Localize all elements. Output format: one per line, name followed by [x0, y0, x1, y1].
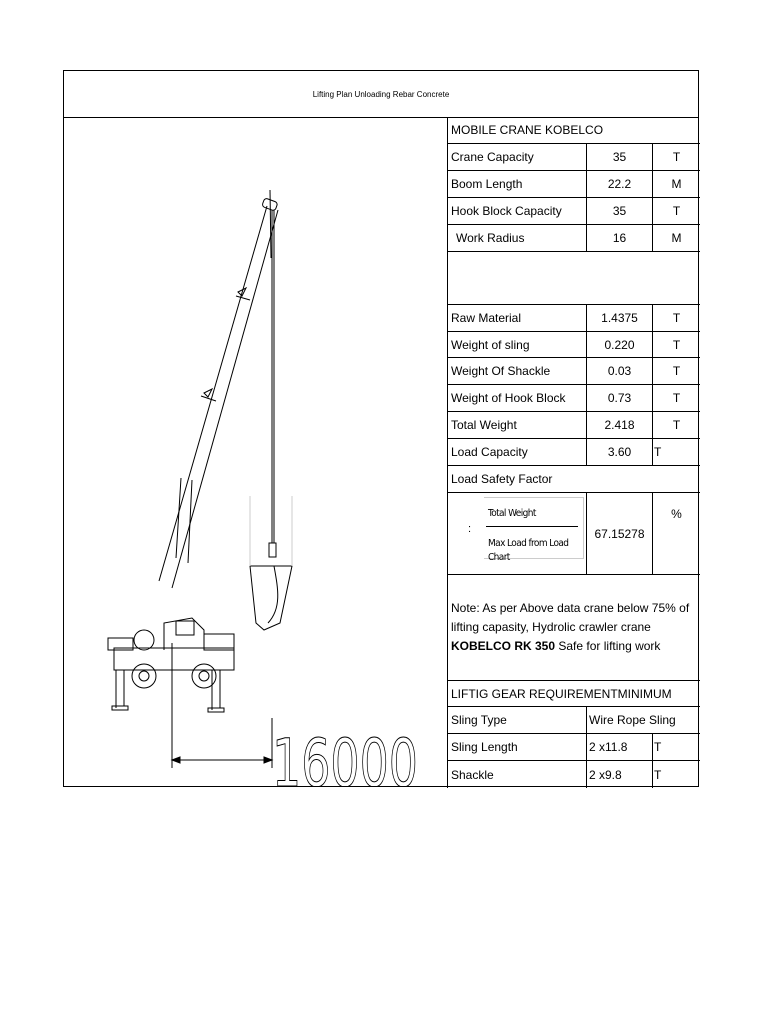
- load-row-unit: T: [652, 305, 700, 332]
- note-text-main: Note: As per Above data crane below 75% of lifting capasity, Hydrolic crawler crane: [451, 601, 690, 634]
- crane-row-unit: M: [652, 225, 700, 252]
- load-row-label: Raw Material: [447, 305, 586, 332]
- crane-row-value: 35: [586, 144, 652, 171]
- gear-row-label: Shackle: [447, 761, 586, 788]
- crane-row-unit: T: [652, 198, 700, 225]
- crane-row-value: 35: [586, 198, 652, 225]
- crane-header: MOBILE CRANE KOBELCO: [447, 117, 700, 144]
- dimension-label: 16000: [272, 725, 418, 787]
- note-cell: [447, 575, 700, 681]
- load-row-value: 3.60: [586, 439, 652, 466]
- load-row-unit: T: [652, 439, 700, 466]
- safety-formula-cell: [447, 493, 586, 575]
- note-text-end: Safe for lifting work: [558, 639, 661, 653]
- gear-row-value: 2 x11.8: [586, 734, 652, 761]
- gear-row-unit: T: [652, 734, 700, 761]
- load-row-label: Load Capacity: [447, 439, 586, 466]
- formula-denominator: Max Load from Load Chart: [488, 538, 569, 563]
- lifting-plan-sheet: [63, 70, 699, 787]
- crane-row-label: Boom Length: [447, 171, 586, 198]
- load-row-label: Weight of Hook Block: [447, 385, 586, 412]
- gear-row-label: Sling Type: [447, 707, 586, 734]
- load-row-label: Weight of sling: [447, 332, 586, 358]
- load-row-value: 0.73: [586, 385, 652, 412]
- formula-numerator: Total Weight: [488, 508, 536, 519]
- blank-row: [447, 252, 700, 305]
- load-row-label: Total Weight: [447, 412, 586, 439]
- gear-row-unit: T: [652, 761, 700, 788]
- crane-drawing: [64, 118, 448, 787]
- gear-row-value: Wire Rope Sling: [586, 707, 700, 734]
- gear-row-value: 2 x9.8: [586, 761, 652, 788]
- load-row-value: 0.03: [586, 358, 652, 385]
- load-row-value: 0.220: [586, 332, 652, 358]
- note-crane-model: KOBELCO RK 350: [451, 639, 556, 653]
- gear-row-label: Sling Length: [447, 734, 586, 761]
- crane-row-unit: M: [652, 171, 700, 198]
- note-text: [448, 575, 700, 656]
- gear-header: LIFTIG GEAR REQUIREMENTMINIMUM: [447, 681, 700, 707]
- safety-factor-value: 67.15278: [586, 493, 652, 575]
- load-row-label: Weight Of Shackle: [447, 358, 586, 385]
- safety-factor-unit: %: [652, 493, 700, 575]
- page-title: Lifting Plan Unloading Rebar Concrete: [64, 71, 698, 118]
- load-row-unit: T: [652, 358, 700, 385]
- lifting-data-table: [447, 117, 700, 788]
- load-row-unit: T: [652, 332, 700, 358]
- fraction-line: [486, 526, 578, 527]
- load-row-unit: T: [652, 412, 700, 439]
- load-row-value: 2.418: [586, 412, 652, 439]
- formula-sign: :: [468, 523, 472, 535]
- load-row-unit: T: [652, 385, 700, 412]
- load-row-value: 1.4375: [586, 305, 652, 332]
- crane-row-label: Crane Capacity: [447, 144, 586, 171]
- crane-row-value: 22.2: [586, 171, 652, 198]
- safety-factor-header: Load Safety Factor: [447, 466, 700, 493]
- crane-row-value: 16: [586, 225, 652, 252]
- crane-row-label: Hook Block Capacity: [447, 198, 586, 225]
- crane-illustration: [64, 118, 448, 787]
- crane-row-unit: T: [652, 144, 700, 171]
- crane-row-label: Work Radius: [447, 225, 586, 252]
